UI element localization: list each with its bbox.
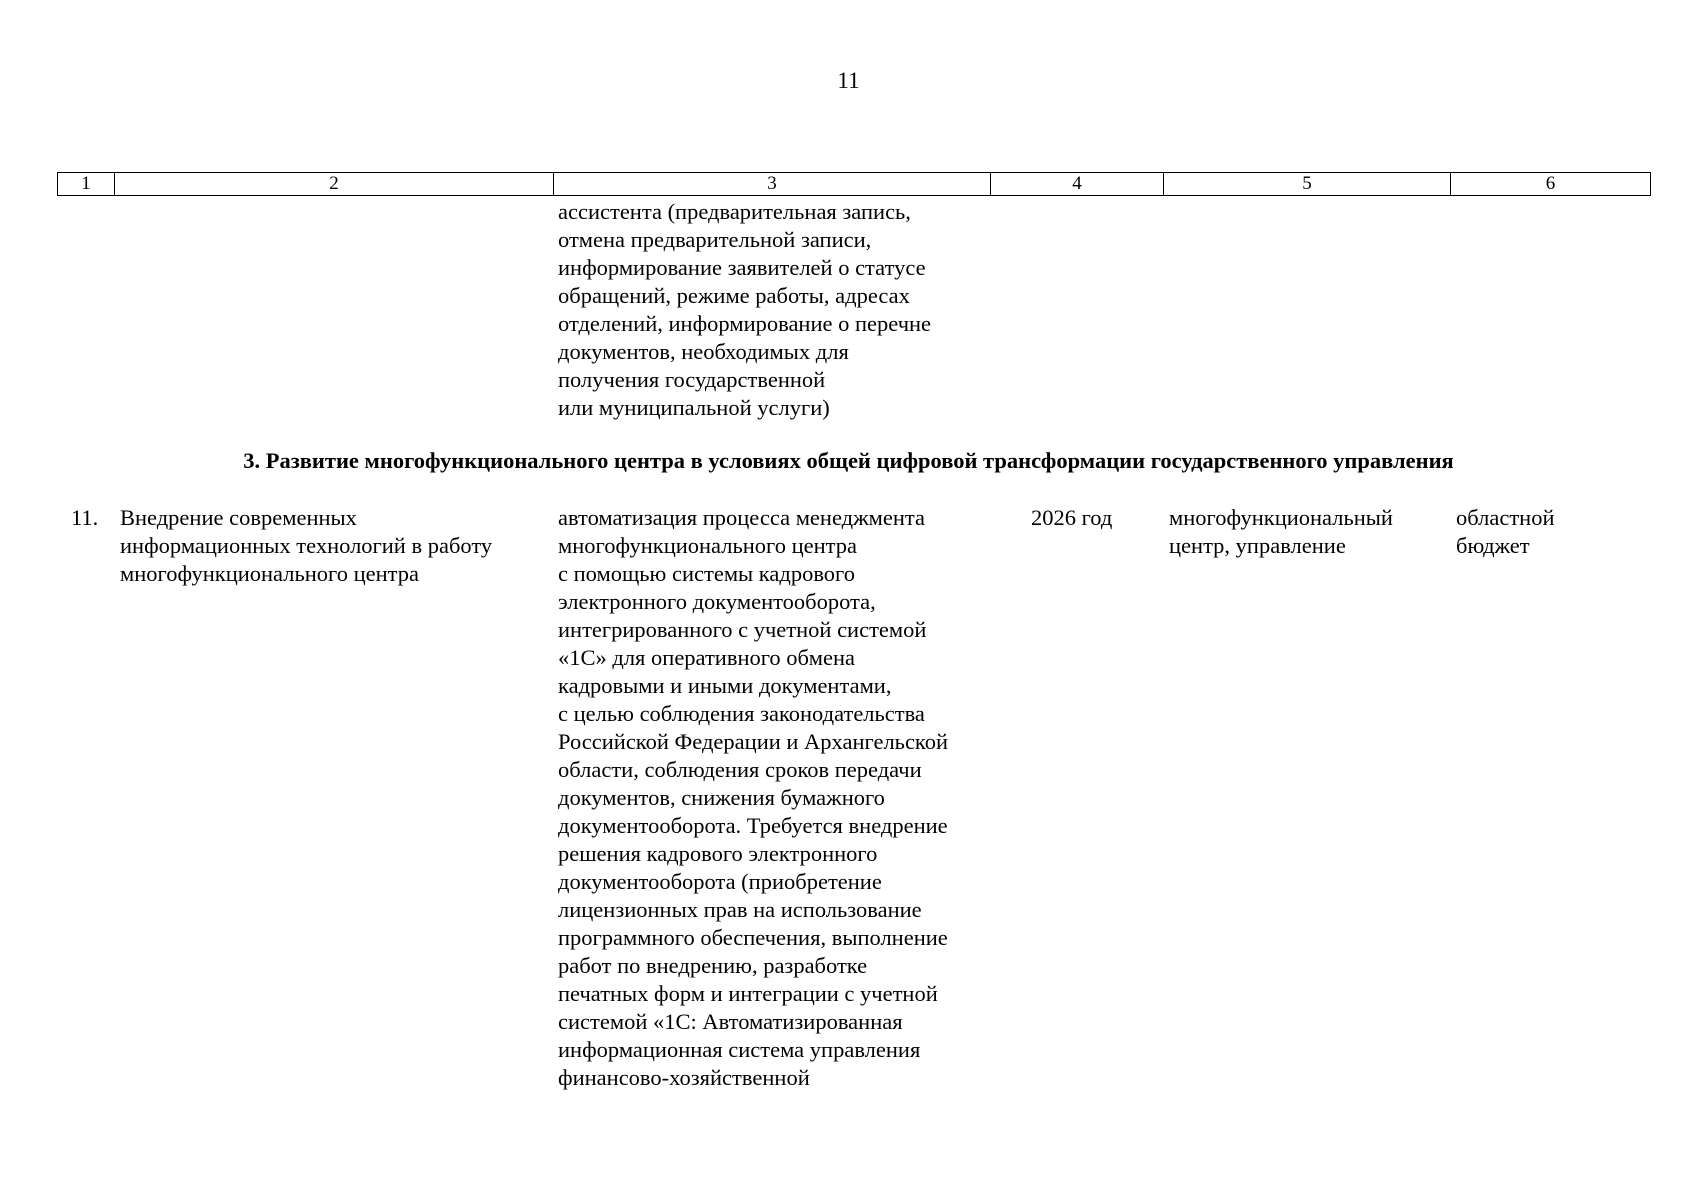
row-description-line: программного обеспечения, выполнение: [558, 925, 948, 950]
row-description-line: «1С» для оперативного обмена: [558, 645, 856, 670]
row-description-line: автоматизация процесса менеджмента: [558, 505, 925, 530]
row-description-line: финансово-хозяйственной: [558, 1065, 810, 1090]
continuation-line: документов, необходимых для: [558, 339, 849, 364]
row-description-line: области, соблюдения сроков передачи: [558, 757, 922, 782]
row-funding-line: бюджет: [1456, 533, 1530, 558]
row-description-line: системой «1С: Автоматизированная: [558, 1009, 903, 1034]
row-name-line: информационных технологий в работу: [120, 533, 493, 558]
continuation-line: получения государственной: [558, 367, 826, 392]
row-name-line: многофункционального центра: [120, 561, 419, 586]
header-col-4: 4: [991, 173, 1164, 196]
continuation-text: [558, 198, 931, 422]
row-description-line: решения кадрового электронного: [558, 841, 878, 866]
header-col-1: 1: [58, 173, 115, 196]
row-executor-line: центр, управление: [1169, 533, 1346, 558]
row-description-line: интегрированного с учетной системой: [558, 617, 927, 642]
header-col-5: 5: [1164, 173, 1451, 196]
header-col-2: 2: [115, 173, 554, 196]
row-number: 11.: [71, 505, 99, 530]
continuation-line: информирование заявителей о статусе: [558, 255, 926, 280]
row-description-line: лицензионных прав на использование: [558, 897, 922, 922]
section-heading: 3. Развитие многофункционального центра в условиях общей цифровой трансформации государственного управления: [243, 448, 1454, 473]
row-description-line: документооборота (приобретение: [558, 869, 882, 894]
row-name-line: Внедрение современных: [120, 505, 357, 530]
row-description-line: документооборота. Требуется внедрение: [558, 813, 948, 838]
header-col-3: 3: [554, 173, 991, 196]
row-description: [558, 504, 948, 1092]
row-executor: [1169, 504, 1393, 560]
row-funding-line: областной: [1456, 505, 1555, 530]
row-funding: [1456, 504, 1555, 560]
row-description-line: кадровыми и иными документами,: [558, 673, 892, 698]
row-description-line: работ по внедрению, разработке: [558, 953, 868, 978]
header-col-6: 6: [1451, 173, 1651, 196]
continuation-line: или муниципальной услуги): [558, 395, 830, 420]
continuation-line: отделений, информирование о перечне: [558, 311, 932, 336]
continuation-line: отмена предварительной записи,: [558, 227, 872, 252]
table-header: [57, 172, 1651, 196]
page-number: 11: [837, 68, 860, 93]
row-description-line: Российской Федерации и Архангельской: [558, 729, 949, 754]
row-description-line: печатных форм и интеграции с учетной: [558, 981, 938, 1006]
row-term: 2026 год: [1031, 505, 1113, 530]
row-description-line: многофункционального центра: [558, 533, 857, 558]
continuation-line: ассистента (предварительная запись,: [558, 199, 911, 224]
row-name: [120, 504, 492, 588]
row-executor-line: многофункциональный: [1169, 505, 1393, 530]
continuation-line: обращений, режиме работы, адресах: [558, 283, 910, 308]
row-description-line: с помощью системы кадрового: [558, 561, 855, 586]
row-description-line: с целью соблюдения законодательства: [558, 701, 925, 726]
row-description-line: документов, снижения бумажного: [558, 785, 885, 810]
row-description-line: информационная система управления: [558, 1037, 921, 1062]
row-description-line: электронного документооборота,: [558, 589, 876, 614]
